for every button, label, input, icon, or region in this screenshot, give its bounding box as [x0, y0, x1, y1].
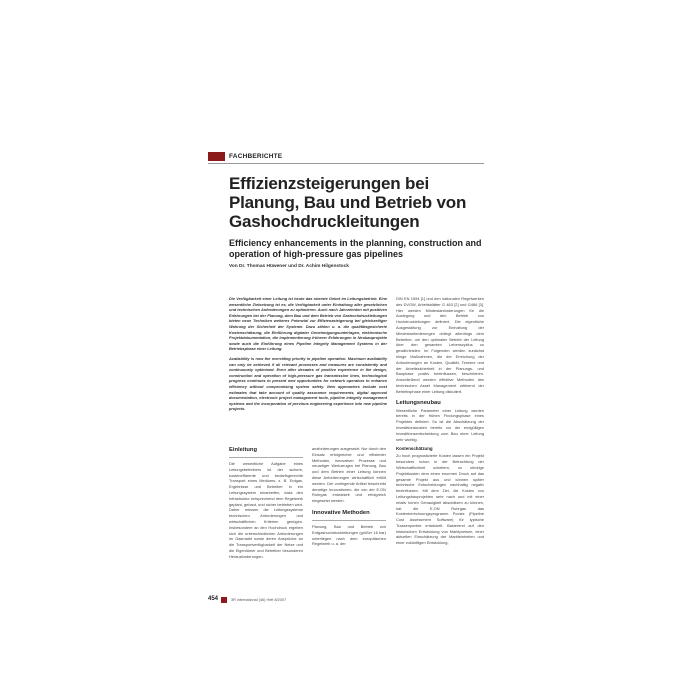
section-marker	[208, 152, 225, 161]
article-subtitle: Efficiency enhancements in the planning, construction and operation of high-pressure gas pipelines	[229, 238, 482, 259]
heading-rule	[229, 457, 303, 458]
paragraph: DIN EN 1594 [1] und den nationalen Regelwerken des DVGW, Arbeitsblätter G 463 [2] und G466 [3]. Hier werden Mindestanforderungen für die Auslegung und den Betrieb von Hochdruckleitungen definiert. Die eigentliche Ausgestaltung zur Einhaltung der Mindestanforderungen obliegt allerdings dem Betreiber, um den optimalen Betrieb der Leitung über den gesamten Lebenszyklus zu gewährleisten. Im Folgenden werden zunächst einige Maßnahmen, die der Erreichung der Anforderungen an Kosten, Qualität, Termine und der Arbeitssicherheit in der Planungs- und Bauphase positiv beeinflussen, beschrieben. Anschließend werden effektive Methoden des technischen Asset Management während der Betriebsphase einer Leitung diskutiert.	[396, 296, 484, 394]
paragraph: Planung, Bau und Betrieb von Erdgashochdruckleitungen (größer 16 bar) unterliegen nach dem europäischen Regelwerk u. a. der	[312, 523, 386, 547]
left-column	[229, 446, 303, 560]
section-divider	[208, 163, 484, 164]
article-title: Effizienzsteigerungen bei Planung, Bau und Betrieb von Gashochdruckleitungen	[229, 174, 467, 231]
paragraph: Wesentliche Parameter einer Leitung werden bereits in der frühen Findungsphase eines Projektes definiert. So ist die Abschätzung der Investitionskosten bereits vor der endgültigen Investitionsentscheidung zum Bau einer Leitung sehr wichtig.	[396, 407, 484, 442]
footer-marker	[221, 597, 227, 603]
heading-rule	[312, 520, 386, 521]
heading-innovative-methoden: Innovative Methoden	[312, 509, 370, 516]
middle-column	[312, 446, 386, 547]
page-number: 454	[208, 596, 219, 602]
abstract-english: Availability is now the overriding priority in pipeline operation. Maximum availability can only be achieved if all relevant processes and measures are consistently and continuously optimised. Even after decades of positive experience in the design, construction and operation of high-pressure gas transmission lines, technological progress continues to present new opportunities for network operators to enhance efficiency without compromising system safety. New approaches include cost estimates that take account of quality assurance requirements, digital approval documentation, electronic project management tools, pipeline integrity management systems and the incorporation of previous engineering experience into new pipeline projects.	[229, 356, 387, 412]
journal-reference: 3R international (46) Heft 8/2007	[231, 598, 287, 602]
abstract-german: Die Verfügbarkeit einer Leitung ist heute das oberste Gebot im Leitungsbetrieb. Eine wesentliche Zielsetzung ist es, die Verfügbarkeit unter Einhaltung aller gesetzlichen und technischen Anforderungen zu optimieren. Auch nach Jahrzehnten mit positiven Erfahrungen bei der Planung, dem Bau und dem Betrieb von Gashochdruckleitungen bieten neue Techniken weiteres Potenzial zur Effizienzsteigerung bei gleichzeitiger Wahrung der Sicherheit der Systeme. Dazu zählen u. a. die qualitätsgesicherte Kostenschätzung, die Einführung digitaler Genehmigungsunterlagen, elektronische Projektdokumentation, die Implementierung früherer Erfahrungen in Neubauprojekte sowie auch die Einführung eines Pipeline Integrity Management Systems in der Betriebsphase einer Leitung.	[229, 296, 387, 352]
article-authors: Von Dr. Thomas Hüwener und Dr. Achim Hilgenstock	[229, 264, 349, 269]
right-column	[396, 296, 484, 546]
paragraph: Zu hoch prognostizierte Kosten lassen ein Projekt besonders schon in der Betrachtung der Wirtschaftlichkeit scheitern, zu niedrige Projektkosten dem einen enormen Druck auf das gesamte Projekt aus und können später technische Entscheidungen nachhaltig negativ beeinflussen. Mit dem Ziel, die Kosten von Leitungsbauprojekten sehr nach und mit einer relativ hohen Genauigkeit abschätzen zu können, hat die E.ON Ruhrgas das Kostenberechnungsprogramm Pcosts (Pipeline Cost Assessment Software) für typische Trassenpunkte entwickelt. Basierend auf den historischen Entwicklung von Marktpreisen, einer aktuellen Einschätzung der Markteinheiten und einer zukünftigen Entwicklung,	[396, 453, 484, 546]
paragraph: ausforderungen ausgesetzt. Nur durch den Einsatz erfolgreicher und effizienter Methoden, innovativer Prozesse und neuartiger Werkzeugen bei Planung, Bau und dem Betrieb einer Leitung können diese Anforderungen wirtschaftlich erfüllt werden. Der vorliegende Artikel beschreibt derartige Innovationen, die von der E.ON Ruhrgas entwickelt und erfolgreich eingesetzt werden.	[312, 446, 386, 504]
heading-leitungsneubau: Leitungsneubau	[396, 399, 441, 406]
heading-einleitung: Einleitung	[229, 447, 258, 453]
heading-kostenschaetzung: Kostenschätzung	[396, 446, 433, 452]
paragraph: Die wesentliche Aufgabe eines Leitungsbetreibers ist der sichere, kosteneffiziente und bedarfsgerechte Transport eines Mediums, z. B. Erdgas, Ergebnisse und Betreiber in ein Leitungssystem einarbeiten, dass den Infrastruktur entsprechend dem Regelwerk geplant, gebaut, und sicher betrieben wird. Daher müssen die Leitungssysteme technischen Anforderungen und wirtschaftlichen Kriterien genügen. Insbesondere an den Hochdruck ergeben sich die unterschiedlichen Anforderungen im Gasmarkt sowie deren Ansprüche an die Transportverfügbarkeit der Netze und die Eigentümer und Betreiber besonderen Herausforderungen.	[229, 461, 303, 559]
section-label: FACHBERICHTE	[229, 153, 283, 160]
